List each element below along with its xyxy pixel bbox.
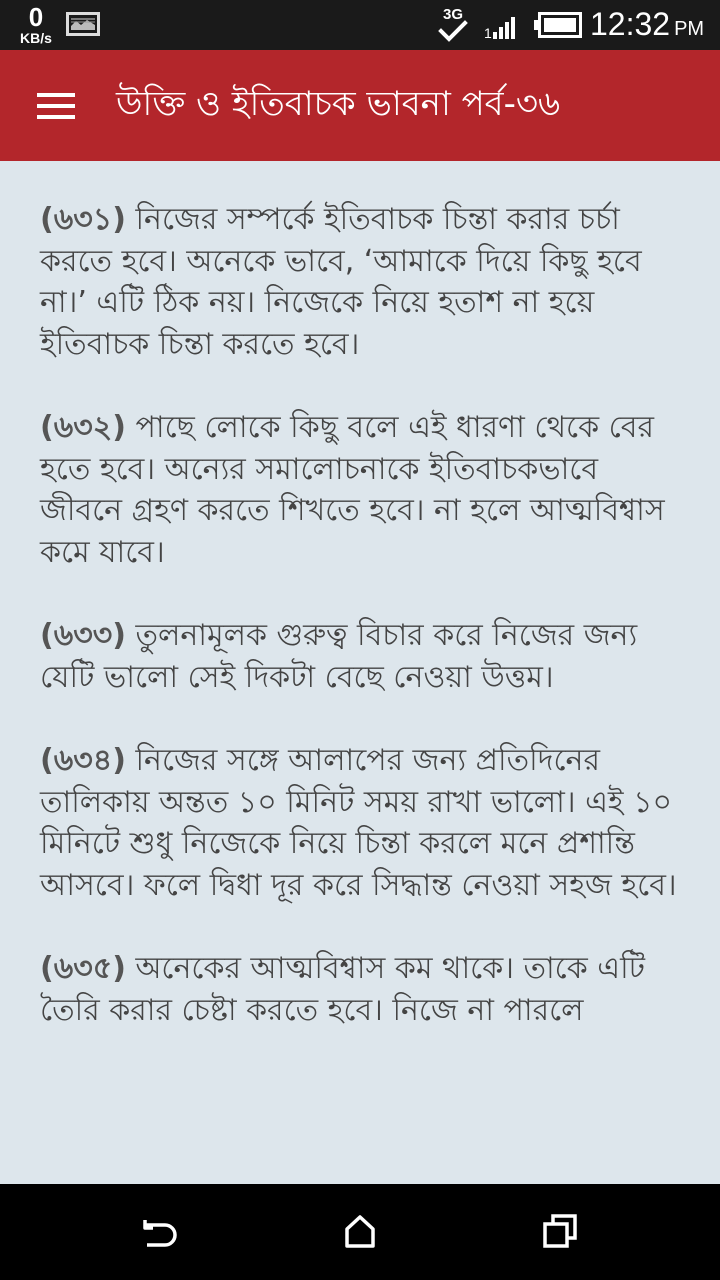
quote-item [40, 948, 685, 1031]
quote-item [40, 407, 685, 573]
recent-apps-icon[interactable] [534, 1206, 586, 1258]
quote-number: (৬৩৫) [40, 951, 126, 986]
quote-item [40, 740, 685, 906]
article-content[interactable] [0, 161, 720, 1184]
system-nav-bar [0, 1184, 720, 1280]
svg-text:1: 1 [484, 25, 492, 40]
battery-icon [534, 12, 582, 38]
quote-number: (৬৩২) [40, 410, 126, 445]
page-title: উক্তি ও ইতিবাচক ভাবনা পর্ব-৩৬ [116, 84, 561, 124]
hamburger-menu-icon[interactable] [30, 80, 82, 132]
image-notification-icon [66, 12, 100, 36]
status-clock [590, 6, 704, 43]
network-type-label: 3G [442, 6, 464, 23]
quote-text: পাছে লোকে কিছু বলে এই ধারণা থেকে বের হতে হবে। অন্যের সমালোচনাকে ইতিবাচকভাবে জীবনে গ্রহণ করতে শিখতে হবে। না হলে আত্মবিশ্বাস কমে যাবে। [40, 410, 665, 570]
signal-icon [484, 14, 522, 40]
data-rate-unit: KB/s [20, 30, 52, 46]
status-bar [0, 0, 720, 50]
quote-text: তুলনামূলক গুরুত্ব বিচার করে নিজের জন্য যেটি ভালো সেই দিকটা বেছে নেওয়া উত্তম। [40, 618, 638, 695]
back-icon[interactable] [133, 1206, 185, 1258]
clock-time: 12:32 [590, 6, 671, 42]
app-bar [0, 50, 720, 161]
home-icon[interactable] [334, 1206, 386, 1258]
network-3g-icon [436, 4, 470, 46]
quote-item [40, 615, 685, 698]
data-rate-value: 0 [28, 2, 44, 32]
quote-number: (৬৩৩) [40, 618, 126, 653]
quote-item [40, 199, 685, 365]
quote-number: (৬৩১) [40, 202, 126, 237]
quote-text: অনেকের আত্মবিশ্বাস কম থাকে। তাকে এটি তৈরি করার চেষ্টা করতে হবে। নিজে না পারলে [40, 951, 645, 1028]
data-rate-indicator [14, 4, 58, 45]
quote-number: (৬৩৪) [40, 743, 126, 778]
quote-text: নিজের সঙ্গে আলাপের জন্য প্রতিদিনের তালিকায় অন্তত ১০ মিনিট সময় রাখা ভালো। এই ১০ মিনিটে শুধু নিজেকে নিয়ে চিন্তা করলে মনে প্রশান্তি আসবে। ফলে দ্বিধা দূর করে সিদ্ধান্ত নেওয়া সহজ হবে। [40, 743, 677, 903]
clock-ampm: PM [674, 18, 705, 40]
quote-list [40, 199, 685, 1073]
quote-text: নিজের সম্পর্কে ইতিবাচক চিন্তা করার চর্চা করতে হবে। অনেকে ভাবে, ‘আমাকে দিয়ে কিছু হবে না।’ এটি ঠিক নয়। নিজেকে নিয়ে হতাশ না হয়ে ইতিবাচক চিন্তা করতে হবে। [40, 202, 642, 362]
